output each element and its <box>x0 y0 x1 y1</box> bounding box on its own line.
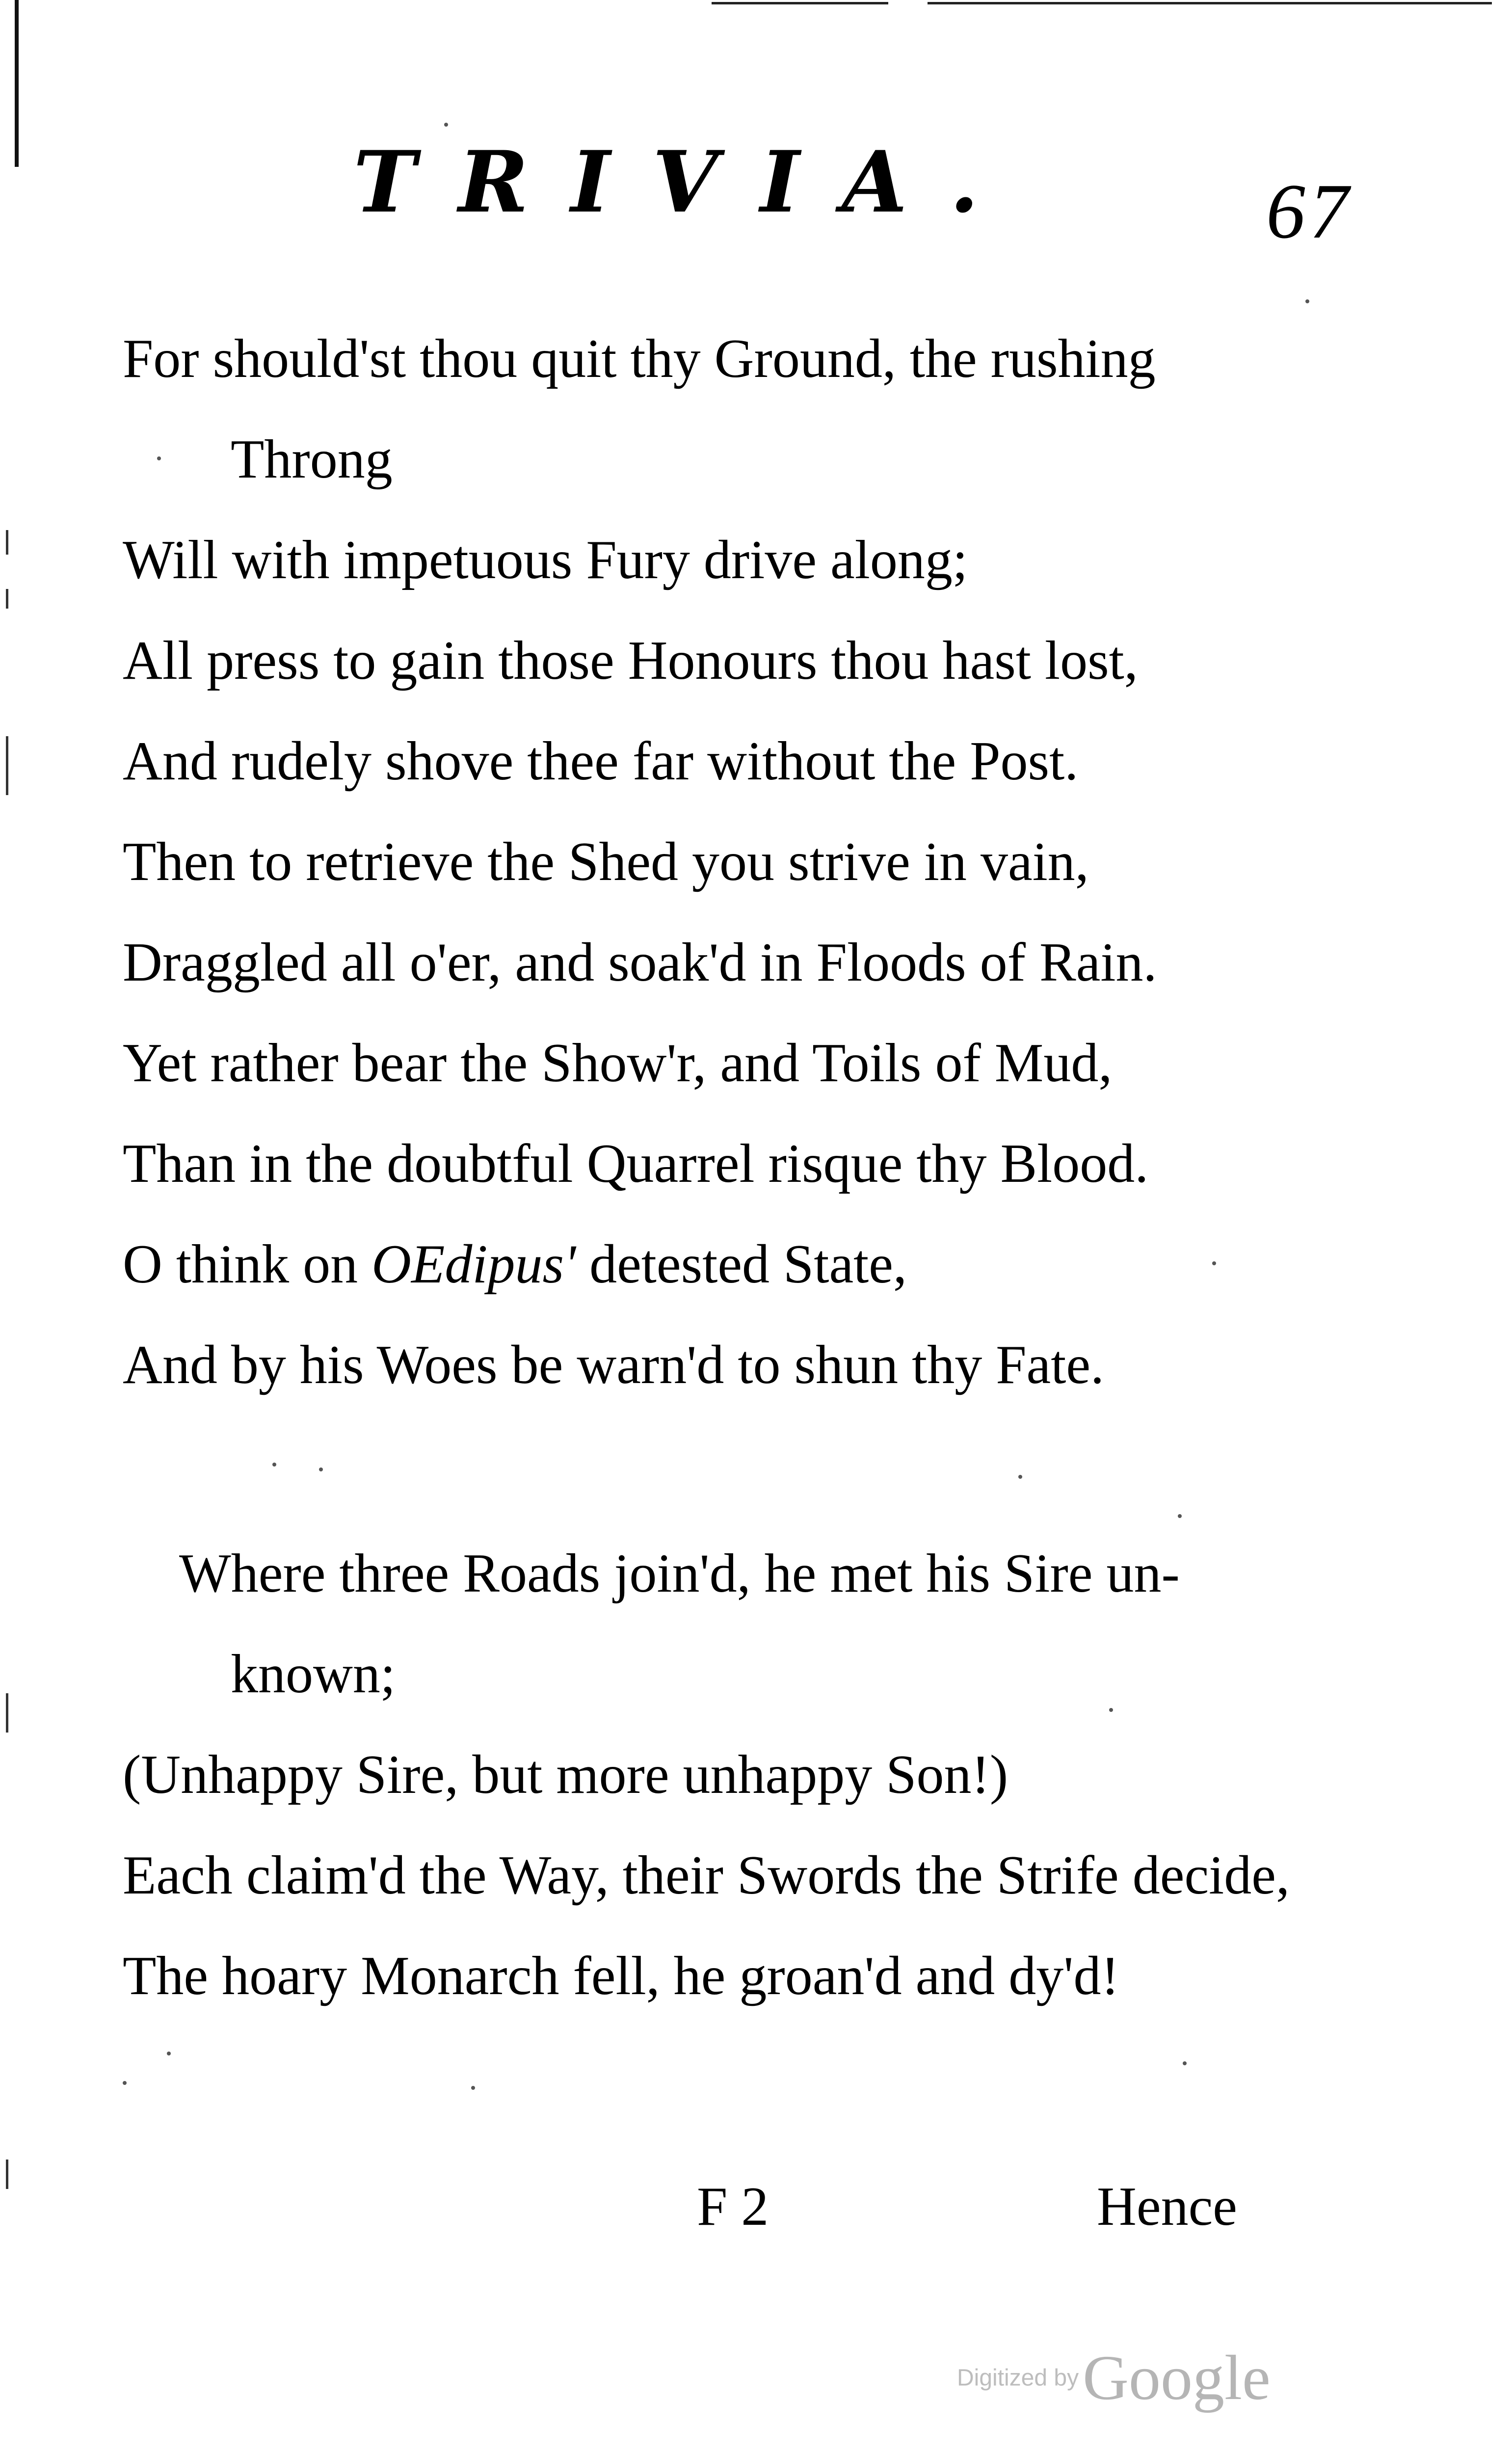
scan-speck <box>1109 1708 1113 1712</box>
page-number: 67 <box>1266 167 1353 255</box>
poem-line: All press to gain those Honours thou hast lost, <box>123 630 1138 691</box>
scan-speck <box>1183 2061 1187 2065</box>
poem-line: And rudely shove thee far without the Post. <box>123 731 1079 792</box>
top-edge-rule <box>928 2 1492 4</box>
poem-line: Than in the doubtful Quarrel risque thy Blood. <box>123 1133 1149 1194</box>
scan-speck <box>319 1467 323 1471</box>
edge-tick <box>6 2160 8 2189</box>
poem-proper-name: OEdipus' <box>371 1234 576 1295</box>
scan-speck <box>157 456 161 460</box>
poem-line: (Unhappy Sire, but more unhappy Son!) <box>123 1744 1008 1805</box>
edge-tick <box>6 589 8 609</box>
poem-line: Will with impetuous Fury drive along; <box>123 530 968 590</box>
digitized-watermark <box>957 2341 1271 2415</box>
poem-line: known; <box>231 1644 396 1705</box>
scan-speck <box>1018 1475 1022 1479</box>
scan-speck <box>123 2081 127 2085</box>
scan-speck <box>1178 1514 1182 1518</box>
top-edge-rule <box>712 2 888 4</box>
edge-tick <box>6 1693 8 1733</box>
scan-speck <box>167 2052 171 2055</box>
google-logo: Google <box>1083 2343 1271 2413</box>
poem-line: Each claim'd the Way, their Swords the Strife decide, <box>123 1845 1290 1906</box>
scan-speck <box>444 123 448 127</box>
scan-speck <box>471 2086 475 2090</box>
poem-line: Where three Roads join'd, he met his Sire un- <box>179 1543 1180 1604</box>
edge-tick <box>6 530 8 555</box>
watermark-prefix: Digitized by <box>957 2365 1079 2391</box>
scan-speck <box>1305 299 1309 303</box>
scan-speck <box>272 1463 276 1467</box>
poem-line: Then to retrieve the Shed you strive in vain, <box>123 831 1089 892</box>
left-margin-rule <box>15 0 19 167</box>
running-title: TRIVIA. <box>353 132 1021 232</box>
signature-mark: F 2 <box>697 2176 769 2237</box>
poem-line: Draggled all o'er, and soak'd in Floods of Rain. <box>123 932 1157 993</box>
poem-line: For should'st thou quit thy Ground, the rushing <box>123 328 1156 389</box>
poem-text: O think on <box>123 1234 372 1295</box>
poem-line: The hoary Monarch fell, he groan'd and dy'd! <box>123 1946 1119 2006</box>
poem-line: Yet rather bear the Show'r, and Toils of Mud, <box>123 1033 1113 1094</box>
poem-line-oedipus <box>123 1234 907 1295</box>
scan-speck <box>1212 1261 1216 1265</box>
catchword: Hence <box>1097 2176 1238 2237</box>
edge-tick <box>6 736 8 795</box>
poem-line: And by his Woes be warn'd to shun thy Fate. <box>123 1334 1105 1395</box>
poem-line: Throng <box>231 429 393 490</box>
poem-text: detested State, <box>576 1234 907 1295</box>
